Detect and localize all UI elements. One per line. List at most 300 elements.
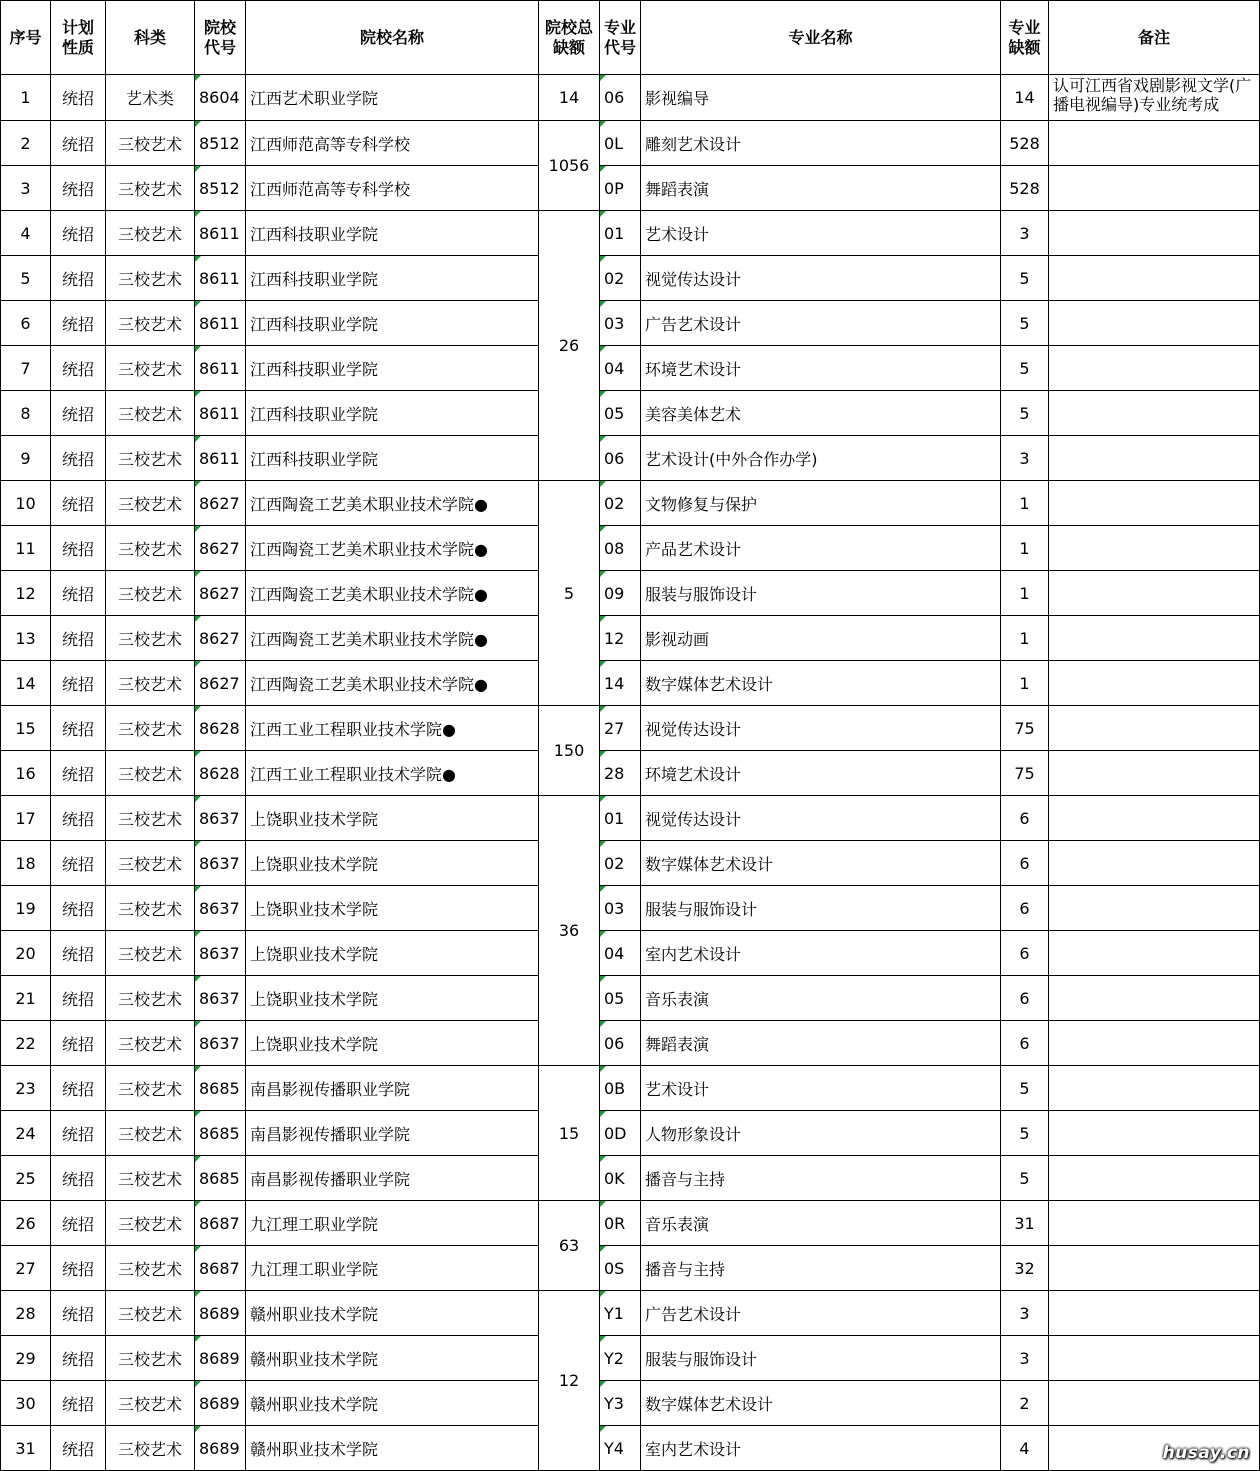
cell-seq: 8	[1, 391, 51, 436]
cell-major-code: 05	[600, 976, 641, 1021]
table-row	[1, 571, 1260, 616]
table-row	[1, 886, 1260, 931]
cell-remark	[1049, 301, 1260, 346]
cell-major-gap: 3	[1001, 211, 1049, 256]
cell-major-name: 广告艺术设计	[641, 301, 1001, 346]
cell-plan: 统招	[51, 706, 106, 751]
cell-category: 三校艺术	[106, 166, 195, 211]
cell-school-name: 江西陶瓷工艺美术职业技术学院●	[246, 481, 539, 526]
table-row	[1, 1336, 1260, 1381]
cell-school-code: 8637	[195, 841, 246, 886]
cell-school-name: 南昌影视传播职业学院	[246, 1111, 539, 1156]
cell-category: 艺术类	[106, 75, 195, 121]
cell-school-name: 上饶职业技术学院	[246, 796, 539, 841]
cell-plan: 统招	[51, 976, 106, 1021]
cell-school-code: 8512	[195, 121, 246, 166]
cell-school-name: 江西师范高等专科学校	[246, 166, 539, 211]
cell-remark	[1049, 796, 1260, 841]
cell-remark	[1049, 841, 1260, 886]
cell-plan: 统招	[51, 1381, 106, 1426]
table-row	[1, 1066, 1260, 1111]
cell-major-name: 艺术设计	[641, 1066, 1001, 1111]
cell-category: 三校艺术	[106, 1021, 195, 1066]
cell-school-code: 8611	[195, 346, 246, 391]
cell-major-name: 文物修复与保护	[641, 481, 1001, 526]
cell-school-code: 8685	[195, 1156, 246, 1201]
cell-major-name: 舞蹈表演	[641, 1021, 1001, 1066]
cell-school-name: 江西陶瓷工艺美术职业技术学院●	[246, 571, 539, 616]
table-row	[1, 616, 1260, 661]
cell-major-code: 0D	[600, 1111, 641, 1156]
cell-category: 三校艺术	[106, 1426, 195, 1471]
cell-seq: 23	[1, 1066, 51, 1111]
table-row	[1, 1111, 1260, 1156]
cell-school-code: 8604	[195, 75, 246, 121]
table-row	[1, 1426, 1260, 1471]
cell-category: 三校艺术	[106, 481, 195, 526]
cell-major-code: 04	[600, 346, 641, 391]
cell-school-name: 九江理工职业学院	[246, 1246, 539, 1291]
cell-school-total: 150	[539, 706, 600, 796]
cell-remark	[1049, 256, 1260, 301]
cell-school-name: 江西工业工程职业技术学院●	[246, 751, 539, 796]
cell-seq: 7	[1, 346, 51, 391]
cell-major-name: 数字媒体艺术设计	[641, 661, 1001, 706]
cell-school-code: 8637	[195, 886, 246, 931]
cell-major-code: 02	[600, 841, 641, 886]
cell-major-name: 产品艺术设计	[641, 526, 1001, 571]
cell-school-name: 赣州职业技术学院	[246, 1336, 539, 1381]
cell-major-code: 03	[600, 886, 641, 931]
cell-school-code: 8611	[195, 301, 246, 346]
header-school-total: 院校总缺额	[539, 1, 600, 75]
cell-major-name: 视觉传达设计	[641, 796, 1001, 841]
cell-school-total: 26	[539, 211, 600, 481]
cell-major-name: 舞蹈表演	[641, 166, 1001, 211]
cell-major-gap: 5	[1001, 346, 1049, 391]
cell-category: 三校艺术	[106, 1291, 195, 1336]
cell-major-gap: 6	[1001, 931, 1049, 976]
cell-category: 三校艺术	[106, 526, 195, 571]
cell-major-code: 06	[600, 75, 641, 121]
cell-school-name: 上饶职业技术学院	[246, 841, 539, 886]
table-row	[1, 931, 1260, 976]
table-row	[1, 1291, 1260, 1336]
cell-plan: 统招	[51, 1336, 106, 1381]
cell-plan: 统招	[51, 841, 106, 886]
cell-category: 三校艺术	[106, 751, 195, 796]
cell-remark	[1049, 1246, 1260, 1291]
cell-remark	[1049, 706, 1260, 751]
cell-major-name: 视觉传达设计	[641, 706, 1001, 751]
cell-seq: 30	[1, 1381, 51, 1426]
cell-remark	[1049, 391, 1260, 436]
cell-remark	[1049, 1021, 1260, 1066]
cell-school-code: 8637	[195, 931, 246, 976]
cell-major-gap: 6	[1001, 796, 1049, 841]
cell-school-code: 8689	[195, 1426, 246, 1471]
cell-school-name: 江西科技职业学院	[246, 391, 539, 436]
cell-major-gap: 1	[1001, 526, 1049, 571]
cell-category: 三校艺术	[106, 571, 195, 616]
cell-seq: 21	[1, 976, 51, 1021]
cell-seq: 9	[1, 436, 51, 481]
cell-remark	[1049, 886, 1260, 931]
cell-major-code: 01	[600, 211, 641, 256]
table-row	[1, 706, 1260, 751]
cell-school-total: 15	[539, 1066, 600, 1201]
cell-seq: 25	[1, 1156, 51, 1201]
cell-school-name: 赣州职业技术学院	[246, 1381, 539, 1426]
cell-seq: 12	[1, 571, 51, 616]
table-row	[1, 1246, 1260, 1291]
cell-remark	[1049, 166, 1260, 211]
cell-school-name: 江西科技职业学院	[246, 346, 539, 391]
cell-school-name: 赣州职业技术学院	[246, 1291, 539, 1336]
cell-category: 三校艺术	[106, 1156, 195, 1201]
cell-seq: 10	[1, 481, 51, 526]
cell-plan: 统招	[51, 526, 106, 571]
cell-major-gap: 3	[1001, 436, 1049, 481]
cell-major-code: 14	[600, 661, 641, 706]
cell-school-name: 上饶职业技术学院	[246, 1021, 539, 1066]
cell-plan: 统招	[51, 1201, 106, 1246]
cell-major-gap: 5	[1001, 301, 1049, 346]
cell-major-name: 影视编导	[641, 75, 1001, 121]
cell-category: 三校艺术	[106, 346, 195, 391]
cell-seq: 5	[1, 256, 51, 301]
cell-major-gap: 1	[1001, 481, 1049, 526]
cell-school-code: 8627	[195, 571, 246, 616]
table-row	[1, 1381, 1260, 1426]
cell-major-code: 0L	[600, 121, 641, 166]
table-row	[1, 481, 1260, 526]
cell-plan: 统招	[51, 661, 106, 706]
cell-plan: 统招	[51, 256, 106, 301]
cell-plan: 统招	[51, 616, 106, 661]
cell-major-code: 0P	[600, 166, 641, 211]
cell-major-name: 音乐表演	[641, 1201, 1001, 1246]
cell-remark: 认可江西省戏剧影视文学(广播电视编导)专业统考成	[1049, 75, 1260, 121]
cell-remark	[1049, 1156, 1260, 1201]
cell-category: 三校艺术	[106, 301, 195, 346]
cell-school-name: 赣州职业技术学院	[246, 1426, 539, 1471]
cell-major-gap: 5	[1001, 1156, 1049, 1201]
cell-remark	[1049, 1381, 1260, 1426]
cell-major-code: 03	[600, 301, 641, 346]
cell-school-code: 8611	[195, 256, 246, 301]
cell-school-name: 江西科技职业学院	[246, 436, 539, 481]
cell-remark	[1049, 346, 1260, 391]
table-row	[1, 391, 1260, 436]
cell-major-gap: 3	[1001, 1291, 1049, 1336]
cell-major-code: 0S	[600, 1246, 641, 1291]
cell-plan: 统招	[51, 571, 106, 616]
cell-major-name: 数字媒体艺术设计	[641, 841, 1001, 886]
cell-school-total: 63	[539, 1201, 600, 1291]
cell-school-name: 上饶职业技术学院	[246, 976, 539, 1021]
cell-major-name: 广告艺术设计	[641, 1291, 1001, 1336]
cell-category: 三校艺术	[106, 436, 195, 481]
cell-seq: 20	[1, 931, 51, 976]
cell-major-code: 06	[600, 436, 641, 481]
cell-school-name: 江西科技职业学院	[246, 211, 539, 256]
header-row	[1, 1, 1260, 75]
cell-school-name: 江西科技职业学院	[246, 256, 539, 301]
cell-plan: 统招	[51, 1066, 106, 1111]
cell-major-code: 02	[600, 256, 641, 301]
cell-remark	[1049, 1111, 1260, 1156]
cell-seq: 17	[1, 796, 51, 841]
cell-seq: 29	[1, 1336, 51, 1381]
table-row	[1, 211, 1260, 256]
cell-seq: 3	[1, 166, 51, 211]
cell-seq: 31	[1, 1426, 51, 1471]
cell-remark	[1049, 571, 1260, 616]
cell-school-name: 江西艺术职业学院	[246, 75, 539, 121]
cell-school-code: 8611	[195, 391, 246, 436]
cell-major-name: 室内艺术设计	[641, 1426, 1001, 1471]
cell-category: 三校艺术	[106, 931, 195, 976]
cell-remark	[1049, 1336, 1260, 1381]
cell-category: 三校艺术	[106, 661, 195, 706]
cell-category: 三校艺术	[106, 256, 195, 301]
cell-school-code: 8627	[195, 661, 246, 706]
cell-seq: 13	[1, 616, 51, 661]
cell-school-code: 8611	[195, 211, 246, 256]
cell-major-code: 06	[600, 1021, 641, 1066]
table-row	[1, 75, 1260, 121]
cell-major-code: Y4	[600, 1426, 641, 1471]
cell-major-name: 音乐表演	[641, 976, 1001, 1021]
cell-major-code: 05	[600, 391, 641, 436]
cell-major-name: 室内艺术设计	[641, 931, 1001, 976]
cell-seq: 16	[1, 751, 51, 796]
cell-school-name: 江西工业工程职业技术学院●	[246, 706, 539, 751]
cell-school-code: 8689	[195, 1291, 246, 1336]
cell-school-code: 8637	[195, 796, 246, 841]
header-remark: 备注	[1049, 1, 1260, 75]
cell-school-code: 8689	[195, 1336, 246, 1381]
table-row	[1, 166, 1260, 211]
cell-plan: 统招	[51, 1021, 106, 1066]
cell-school-code: 8627	[195, 616, 246, 661]
table-row	[1, 436, 1260, 481]
cell-school-name: 上饶职业技术学院	[246, 886, 539, 931]
cell-category: 三校艺术	[106, 706, 195, 751]
cell-category: 三校艺术	[106, 976, 195, 1021]
cell-plan: 统招	[51, 1291, 106, 1336]
cell-school-total: 5	[539, 481, 600, 706]
table-row	[1, 526, 1260, 571]
table-row	[1, 796, 1260, 841]
cell-remark	[1049, 931, 1260, 976]
cell-major-gap: 1	[1001, 661, 1049, 706]
cell-major-gap: 31	[1001, 1201, 1049, 1246]
table-row	[1, 841, 1260, 886]
cell-school-code: 8611	[195, 436, 246, 481]
cell-major-name: 服装与服饰设计	[641, 1336, 1001, 1381]
cell-major-name: 美容美体艺术	[641, 391, 1001, 436]
cell-major-name: 人物形象设计	[641, 1111, 1001, 1156]
cell-major-code: 0R	[600, 1201, 641, 1246]
cell-school-code: 8627	[195, 481, 246, 526]
table-row	[1, 1156, 1260, 1201]
header-school-code: 院校代号	[195, 1, 246, 75]
cell-major-gap: 5	[1001, 256, 1049, 301]
cell-category: 三校艺术	[106, 841, 195, 886]
header-seq: 序号	[1, 1, 51, 75]
cell-major-gap: 4	[1001, 1426, 1049, 1471]
cell-remark	[1049, 661, 1260, 706]
cell-major-name: 环境艺术设计	[641, 751, 1001, 796]
cell-plan: 统招	[51, 121, 106, 166]
cell-major-gap: 5	[1001, 391, 1049, 436]
cell-school-name: 九江理工职业学院	[246, 1201, 539, 1246]
cell-plan: 统招	[51, 391, 106, 436]
cell-plan: 统招	[51, 481, 106, 526]
cell-major-gap: 6	[1001, 1021, 1049, 1066]
cell-major-code: 04	[600, 931, 641, 976]
cell-seq: 22	[1, 1021, 51, 1066]
cell-seq: 19	[1, 886, 51, 931]
cell-plan: 统招	[51, 1426, 106, 1471]
cell-major-gap: 14	[1001, 75, 1049, 121]
cell-remark	[1049, 616, 1260, 661]
cell-major-gap: 5	[1001, 1111, 1049, 1156]
cell-major-name: 播音与主持	[641, 1156, 1001, 1201]
cell-major-code: 09	[600, 571, 641, 616]
cell-major-gap: 6	[1001, 841, 1049, 886]
cell-seq: 6	[1, 301, 51, 346]
cell-school-code: 8627	[195, 526, 246, 571]
cell-plan: 统招	[51, 436, 106, 481]
cell-plan: 统招	[51, 886, 106, 931]
table-row	[1, 751, 1260, 796]
cell-major-code: 12	[600, 616, 641, 661]
cell-school-total: 12	[539, 1291, 600, 1471]
cell-major-gap: 1	[1001, 616, 1049, 661]
cell-plan: 统招	[51, 301, 106, 346]
cell-seq: 1	[1, 75, 51, 121]
cell-major-code: Y2	[600, 1336, 641, 1381]
cell-major-name: 服装与服饰设计	[641, 571, 1001, 616]
header-major-name: 专业名称	[641, 1, 1001, 75]
cell-remark	[1049, 121, 1260, 166]
header-major-gap: 专业缺额	[1001, 1, 1049, 75]
cell-school-code: 8687	[195, 1246, 246, 1291]
table-row	[1, 976, 1260, 1021]
cell-remark	[1049, 436, 1260, 481]
cell-major-gap: 5	[1001, 1066, 1049, 1111]
cell-major-gap: 75	[1001, 706, 1049, 751]
cell-plan: 统招	[51, 1156, 106, 1201]
cell-category: 三校艺术	[106, 211, 195, 256]
cell-seq: 18	[1, 841, 51, 886]
cell-seq: 14	[1, 661, 51, 706]
cell-major-gap: 1	[1001, 571, 1049, 616]
cell-remark	[1049, 526, 1260, 571]
cell-school-code: 8628	[195, 751, 246, 796]
cell-school-name: 南昌影视传播职业学院	[246, 1156, 539, 1201]
cell-major-code: 0B	[600, 1066, 641, 1111]
header-major-code: 专业代号	[600, 1, 641, 75]
cell-remark	[1049, 751, 1260, 796]
cell-major-gap: 6	[1001, 886, 1049, 931]
cell-plan: 统招	[51, 796, 106, 841]
cell-school-code: 8637	[195, 976, 246, 1021]
cell-major-name: 艺术设计(中外合作办学)	[641, 436, 1001, 481]
cell-major-name: 影视动画	[641, 616, 1001, 661]
cell-major-name: 视觉传达设计	[641, 256, 1001, 301]
cell-plan: 统招	[51, 211, 106, 256]
cell-category: 三校艺术	[106, 1381, 195, 1426]
table-row	[1, 346, 1260, 391]
cell-category: 三校艺术	[106, 391, 195, 436]
cell-school-total: 1056	[539, 121, 600, 211]
cell-school-name: 南昌影视传播职业学院	[246, 1066, 539, 1111]
cell-category: 三校艺术	[106, 1246, 195, 1291]
cell-remark	[1049, 211, 1260, 256]
cell-plan: 统招	[51, 1111, 106, 1156]
header-school-name: 院校名称	[246, 1, 539, 75]
cell-major-name: 播音与主持	[641, 1246, 1001, 1291]
cell-major-name: 环境艺术设计	[641, 346, 1001, 391]
cell-remark	[1049, 481, 1260, 526]
cell-school-name: 江西科技职业学院	[246, 301, 539, 346]
cell-major-code: 0K	[600, 1156, 641, 1201]
cell-category: 三校艺术	[106, 1336, 195, 1381]
table-row	[1, 121, 1260, 166]
cell-major-gap: 75	[1001, 751, 1049, 796]
cell-plan: 统招	[51, 931, 106, 976]
cell-plan: 统招	[51, 751, 106, 796]
cell-major-gap: 528	[1001, 121, 1049, 166]
cell-category: 三校艺术	[106, 1201, 195, 1246]
cell-seq: 27	[1, 1246, 51, 1291]
cell-major-gap: 32	[1001, 1246, 1049, 1291]
cell-major-name: 雕刻艺术设计	[641, 121, 1001, 166]
table-row	[1, 1021, 1260, 1066]
cell-remark	[1049, 1291, 1260, 1336]
cell-seq: 26	[1, 1201, 51, 1246]
table-row	[1, 301, 1260, 346]
cell-major-code: 02	[600, 481, 641, 526]
cell-school-code: 8637	[195, 1021, 246, 1066]
cell-major-code: 27	[600, 706, 641, 751]
cell-school-code: 8689	[195, 1381, 246, 1426]
cell-major-code: 28	[600, 751, 641, 796]
table-body	[1, 75, 1260, 1471]
cell-category: 三校艺术	[106, 616, 195, 661]
cell-plan: 统招	[51, 1246, 106, 1291]
cell-plan: 统招	[51, 166, 106, 211]
cell-seq: 24	[1, 1111, 51, 1156]
cell-seq: 28	[1, 1291, 51, 1336]
cell-school-total: 36	[539, 796, 600, 1066]
cell-remark	[1049, 976, 1260, 1021]
cell-category: 三校艺术	[106, 1111, 195, 1156]
cell-school-name: 上饶职业技术学院	[246, 931, 539, 976]
cell-plan: 统招	[51, 75, 106, 121]
cell-major-gap: 6	[1001, 976, 1049, 1021]
cell-school-name: 江西师范高等专科学校	[246, 121, 539, 166]
cell-school-name: 江西陶瓷工艺美术职业技术学院●	[246, 616, 539, 661]
cell-seq: 2	[1, 121, 51, 166]
cell-major-code: 01	[600, 796, 641, 841]
cell-seq: 11	[1, 526, 51, 571]
cell-category: 三校艺术	[106, 121, 195, 166]
